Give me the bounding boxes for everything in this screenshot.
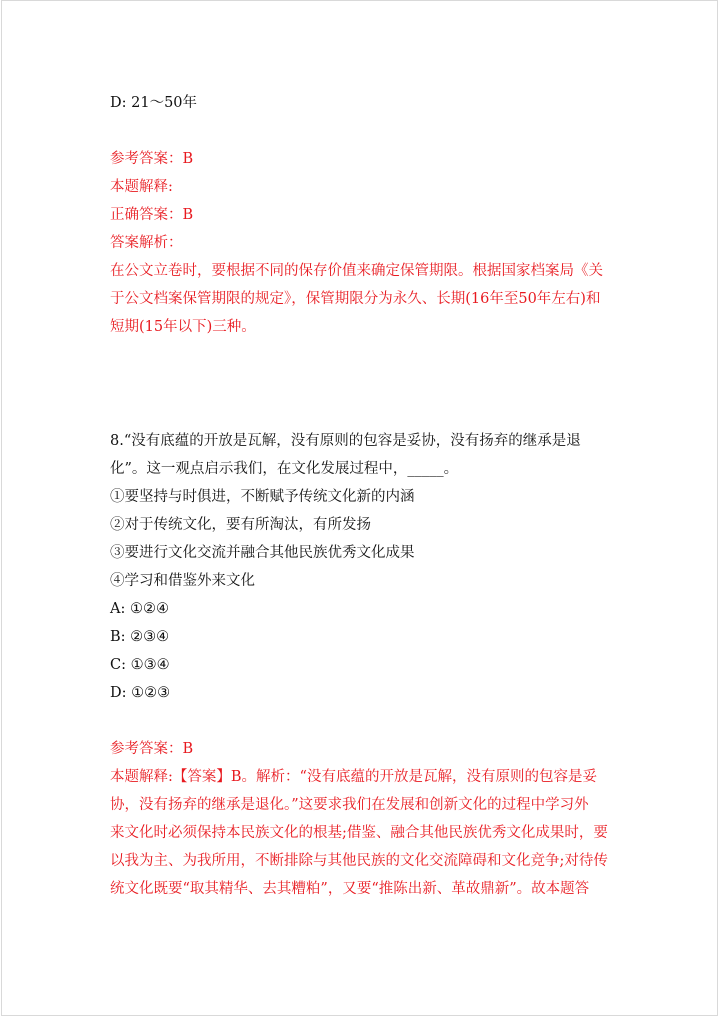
q7-explanation-label: 本题解释: [110, 179, 173, 195]
q8-explanation-line: 协，没有扬弃的继承是退化。”这要求我们在发展和创新文化的过程中学习外 [110, 797, 589, 813]
q8-option-d: D: ①②③ [110, 685, 171, 701]
q8-explanation-line: 统文化既要“取其精华、去其糟粕”，又要“推陈出新、革故鼎新”。故本题答 [110, 881, 590, 897]
q7-correct-answer: 正确答案：B [110, 207, 194, 223]
q7-analysis-label: 答案解析： [110, 235, 183, 251]
q8-statement: ③要进行文化交流并融合其他民族优秀文化成果 [110, 545, 415, 561]
q8-stem-line: 8.“没有底蕴的开放是瓦解，没有原则的包容是妥协，没有扬弃的继承是退 [110, 433, 581, 449]
q8-reference-answer: 参考答案：B [110, 741, 194, 757]
q7-analysis-line: 在公文立卷时，要根据不同的保存价值来确定保管期限。根据国家档案局《关 [110, 263, 603, 279]
q7-analysis-line: 于公文档案保管期限的规定》，保管期限分为永久、长期(16年至50年左右)和 [110, 291, 601, 307]
q8-explanation-line: 以我为主、为我所用，不断排除与其他民族的文化交流障碍和文化竞争;对待传 [110, 853, 608, 869]
q8-explanation-line: 来文化时必须保持本民族文化的根基;借鉴、融合其他民族优秀文化成果时，要 [110, 825, 608, 841]
q8-explanation-line: 本题解释:【答案】B。解析：“没有底蕴的开放是瓦解，没有原则的包容是妥 [110, 769, 597, 785]
q8-stem-line: 化”。这一观点启示我们，在文化发展过程中，_____。 [110, 461, 459, 477]
q8-option-b: B: ②③④ [110, 629, 170, 645]
q8-statement: ④学习和借鉴外来文化 [110, 573, 255, 589]
q8-option-a: A: ①②④ [110, 601, 169, 617]
q7-option-d: D: 21～50年 [110, 95, 198, 111]
document-page [1, 0, 718, 1016]
q7-reference-answer: 参考答案：B [110, 151, 194, 167]
q8-statement: ②对于传统文化，要有所淘汰，有所发扬 [110, 517, 371, 533]
q8-option-c: C: ①③④ [110, 657, 170, 673]
q7-analysis-line: 短期(15年以下)三种。 [110, 319, 256, 335]
q8-statement: ①要坚持与时俱进，不断赋予传统文化新的内涵 [110, 489, 415, 505]
